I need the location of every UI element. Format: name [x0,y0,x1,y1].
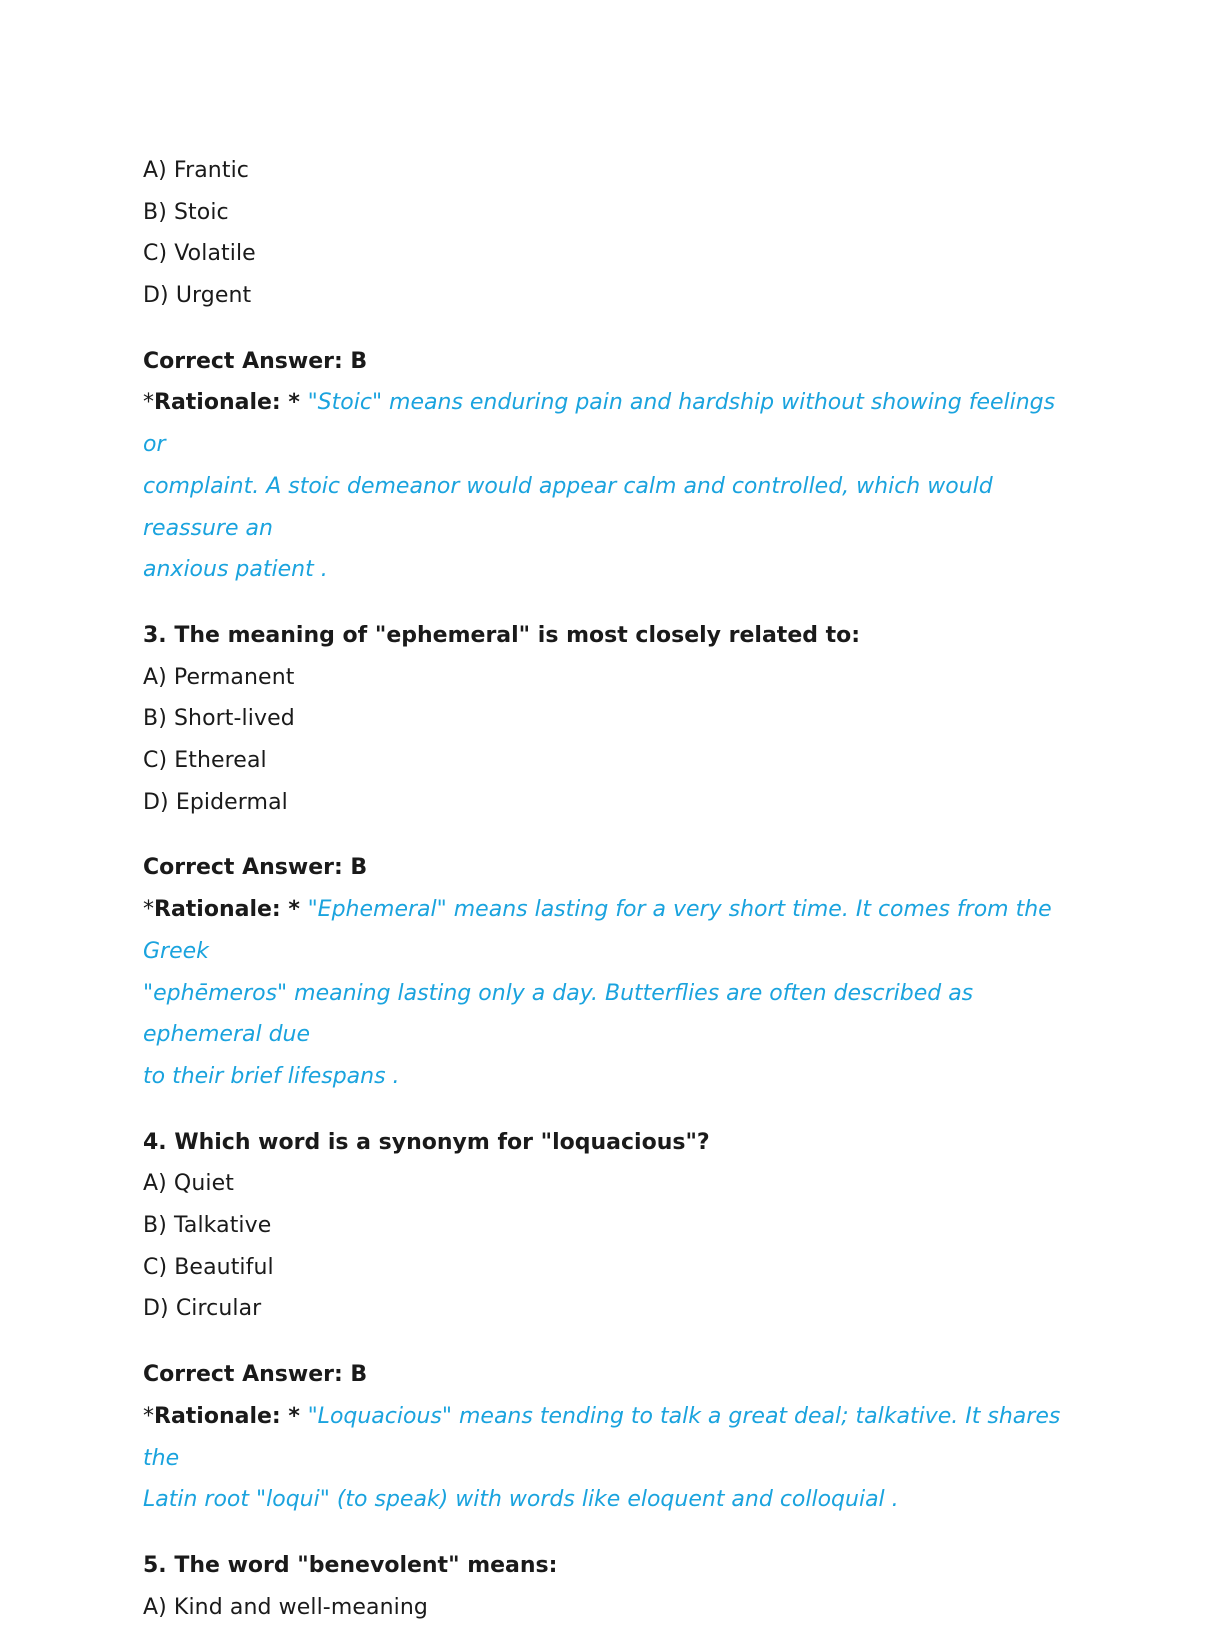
option-a: A) Quiet [143,1171,234,1197]
option-d: D) Urgent [143,283,252,309]
option-d: D) Circular [143,1296,262,1322]
rationale-prefix: * [143,897,154,923]
question-block-5 [143,1545,1083,1628]
correct-answer: Correct Answer: B [143,1362,368,1388]
rationale-text-line-3: to their brief lifespans . [143,1063,400,1089]
option-c: C) Ethereal [143,748,267,774]
question-text: 3. The meaning of "ephemeral" is most closely related to: [143,622,861,648]
rationale-star: * [280,1403,308,1429]
rationale-text-line-2: complaint. A stoic demeanor would appear calm and controlled, which would reassure an [143,473,993,541]
rationale-label: Rationale: [154,897,281,923]
option-a: A) Frantic [143,158,249,183]
rationale-text-line-1: "Stoic" means enduring pain and hardship without showing feelings or [143,390,1056,458]
options-list [143,657,1083,824]
correct-answer: Correct Answer: B [143,855,368,881]
rationale [143,382,1083,591]
rationale-star: * [280,390,308,416]
rationale-prefix: * [143,1403,154,1429]
question-block-3 [143,615,1083,1098]
document-page [143,150,1083,1628]
rationale-text-line-2: Latin root "loqui" (to speak) with words like eloquent and colloquial . [143,1487,899,1513]
correct-answer: Correct Answer: B [143,348,368,374]
options-list [143,1163,1083,1330]
rationale [143,1396,1083,1521]
rationale-star: * [280,897,308,923]
question-block-2 [143,150,1083,591]
options-list [143,1587,1083,1628]
rationale-label: Rationale: [154,390,281,416]
rationale-text-line-2: "ephēmeros" meaning lasting only a day. Butterflies are often described as ephemeral due [143,980,974,1048]
option-a: A) Permanent [143,664,295,690]
rationale-text-line-1: "Loquacious" means tending to talk a great deal; talkative. It shares the [143,1403,1061,1471]
option-b: B) Stoic [143,199,229,225]
rationale-label: Rationale: [154,1403,281,1429]
question-block-4 [143,1122,1083,1521]
rationale-text-line-3: anxious patient . [143,557,328,583]
rationale [143,889,1083,1098]
option-a: A) Kind and well-meaning [143,1594,428,1620]
option-b: B) Short-lived [143,706,295,732]
rationale-prefix: * [143,390,154,416]
question-text: 4. Which word is a synonym for "loquacious"? [143,1129,710,1155]
question-text: 5. The word "benevolent" means: [143,1552,558,1578]
option-b: B) Talkative [143,1213,272,1239]
option-c: C) Volatile [143,241,256,267]
rationale-text-line-1: "Ephemeral" means lasting for a very short time. It comes from the Greek [143,897,1052,964]
option-c: C) Beautiful [143,1254,274,1280]
options-list [143,150,1083,317]
option-d: D) Epidermal [143,789,288,815]
